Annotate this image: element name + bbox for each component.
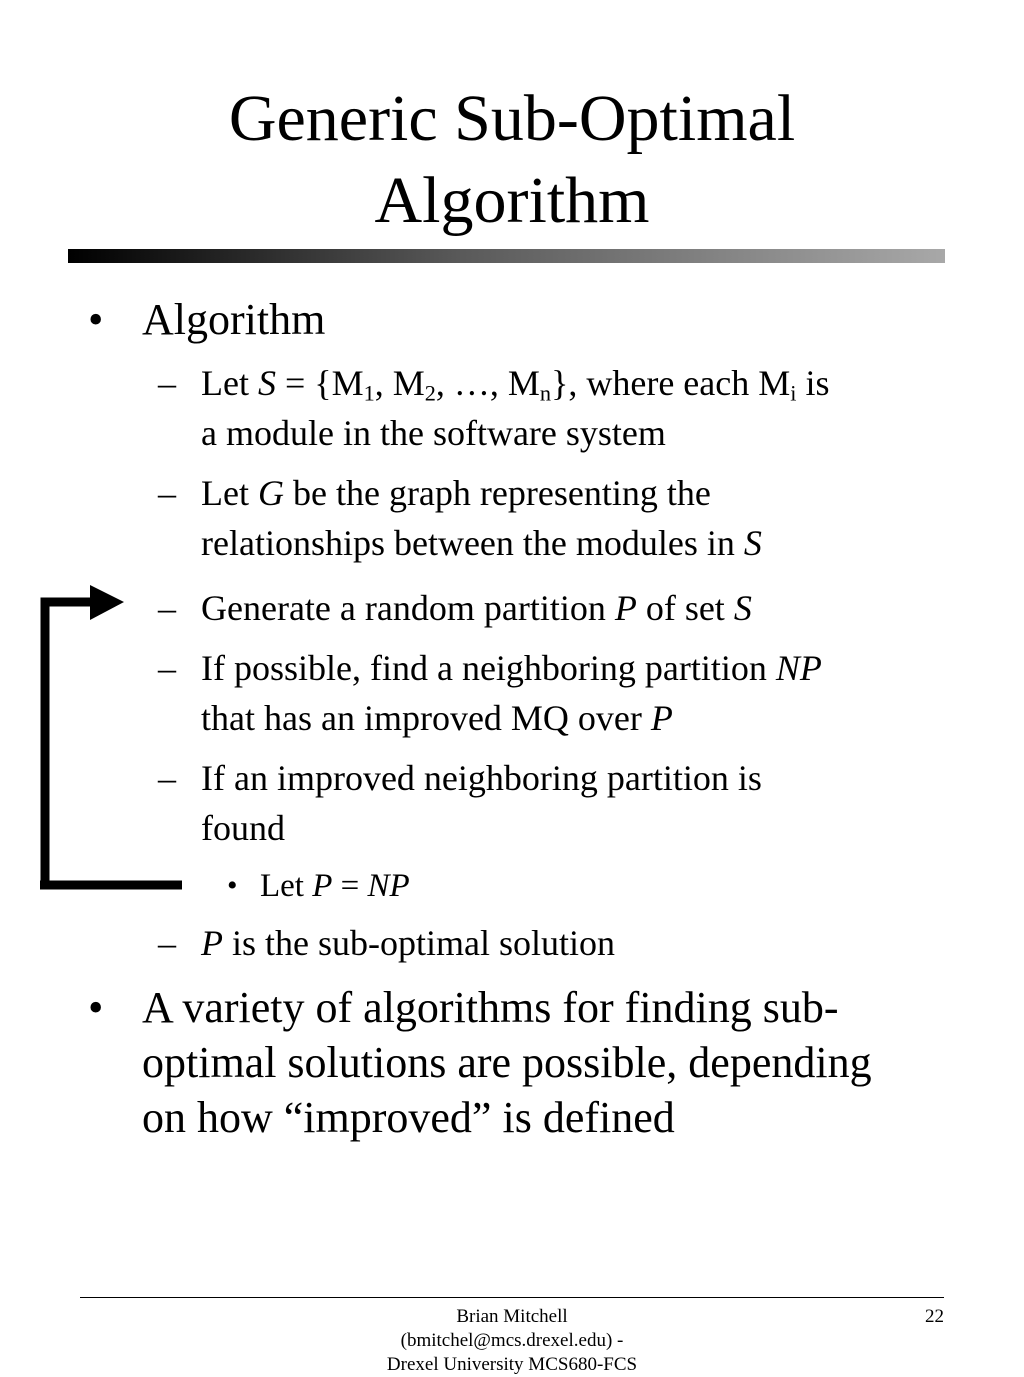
- step-find-neighbor: If possible, find a neighboring partition NP that has an improved MQ over P: [201, 648, 822, 738]
- bullet-marker: •: [88, 983, 104, 1032]
- page-number: 22: [925, 1306, 944, 1327]
- sub-step-assign: Let P = NP: [260, 868, 410, 904]
- dash-marker: –: [158, 923, 176, 963]
- dash-marker: –: [158, 363, 176, 403]
- slide-title: [0, 78, 1024, 242]
- bullet-algorithm: Algorithm: [142, 295, 326, 344]
- footer-attribution: Brian Mitchell (bmitchel@mcs.drexel.edu) - Drexel University MCS680-FCS: [386, 1306, 638, 1375]
- footer-divider: [80, 1297, 944, 1298]
- title-divider: [68, 249, 945, 263]
- step-define-set: Let $S = \{M_1$, $M_2$, …, $M_n$}, where each $M_i$ is a module in the software system: [201, 363, 830, 453]
- step-define-graph: Let G be the graph representing the relationships between the modules in S: [201, 473, 762, 563]
- step-if-improved: If an improved neighboring partition is found: [201, 758, 762, 848]
- bullet-variety: A variety of algorithms for finding sub- optimal solutions are possible, depending on how “improved” is defined: [142, 983, 872, 1142]
- loop-arrow-icon: [0, 0, 140, 900]
- dash-marker: –: [158, 758, 176, 798]
- dash-marker: –: [158, 473, 176, 513]
- step-random-partition: Generate a random partition P of set S: [201, 588, 752, 628]
- dash-marker: –: [158, 588, 176, 628]
- title-line-1: Generic Sub-Optimal: [228, 82, 796, 155]
- dash-marker: –: [158, 648, 176, 688]
- step-solution: P is the sub-optimal solution: [201, 923, 615, 963]
- bullet-marker: •: [88, 295, 104, 344]
- sub-bullet-marker: •: [227, 869, 238, 902]
- title-line-2: Algorithm: [374, 164, 650, 237]
